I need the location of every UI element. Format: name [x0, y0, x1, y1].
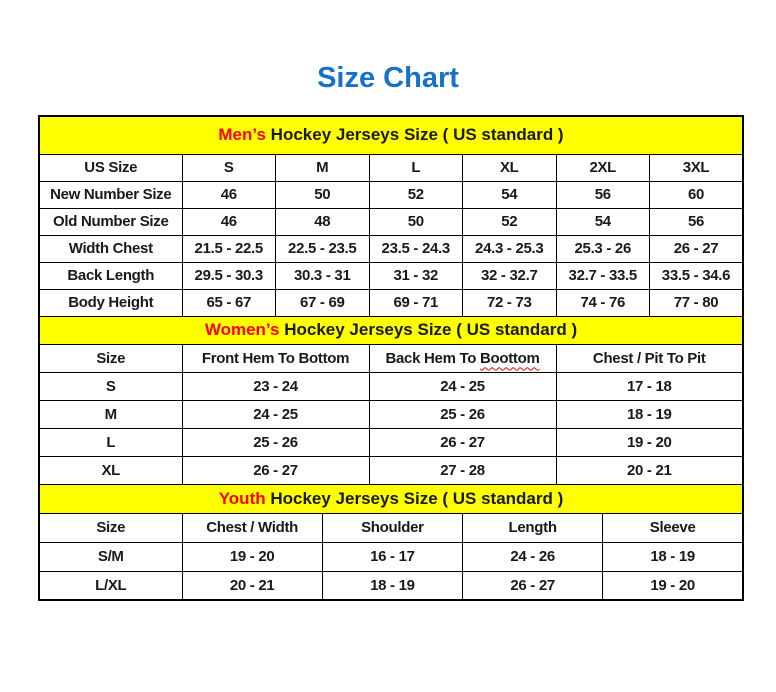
size-value-cell: 26 - 27 — [650, 235, 744, 262]
column-header-cell: M — [276, 154, 370, 181]
row-label-cell: M — [39, 400, 182, 428]
column-header-cell: Shoulder — [322, 513, 462, 542]
size-value-cell: 20 - 21 — [182, 571, 322, 600]
size-value-cell: 19 - 20 — [603, 571, 743, 600]
size-value-cell: 24.3 - 25.3 — [463, 235, 557, 262]
section-title-text: Hockey Jerseys Size ( US standard ) — [284, 320, 578, 339]
size-value-cell: 29.5 - 30.3 — [182, 262, 276, 289]
size-value-cell: 46 — [182, 181, 276, 208]
size-value-cell: 26 - 27 — [182, 456, 369, 484]
size-value-cell: 25.3 - 26 — [556, 235, 650, 262]
size-chart-body — [39, 116, 743, 600]
table-row — [39, 456, 743, 484]
size-value-cell: 60 — [650, 181, 744, 208]
column-header-cell: Size — [39, 344, 182, 372]
size-value-cell: 32 - 32.7 — [463, 262, 557, 289]
size-value-cell: 48 — [276, 208, 370, 235]
size-value-cell: 26 - 27 — [463, 571, 603, 600]
table-row — [39, 181, 743, 208]
section-title-highlight: Youth — [218, 488, 266, 508]
row-label-cell: L/XL — [39, 571, 182, 600]
size-value-cell: 22.5 - 23.5 — [276, 235, 370, 262]
row-label-cell: XL — [39, 456, 182, 484]
size-value-cell: 65 - 67 — [182, 289, 276, 316]
row-label-cell: L — [39, 428, 182, 456]
size-value-cell: 19 - 20 — [182, 542, 322, 571]
size-value-cell: 19 - 20 — [556, 428, 743, 456]
column-header-text: Back Hem To — [385, 349, 480, 367]
size-value-cell: 56 — [556, 181, 650, 208]
size-value-cell: 74 - 76 — [556, 289, 650, 316]
size-value-cell: 67 - 69 — [276, 289, 370, 316]
column-header-cell: 3XL — [650, 154, 744, 181]
size-value-cell: 46 — [182, 208, 276, 235]
size-value-cell: 50 — [369, 208, 463, 235]
size-value-cell: 26 - 27 — [369, 428, 556, 456]
section-title-highlight: Women’s — [204, 320, 280, 339]
page-title: Size Chart — [317, 62, 459, 94]
size-value-cell: 18 - 19 — [603, 542, 743, 571]
row-label-cell: S — [39, 372, 182, 400]
size-chart-page — [0, 62, 776, 601]
section-title-band — [39, 316, 743, 344]
section-title-text: Hockey Jerseys Size ( US standard ) — [270, 125, 564, 145]
section-band-row — [39, 116, 743, 154]
size-value-cell: 77 - 80 — [650, 289, 744, 316]
size-value-cell: 18 - 19 — [556, 400, 743, 428]
table-row — [39, 262, 743, 289]
section-title-text: Hockey Jerseys Size ( US standard ) — [270, 488, 564, 508]
column-header-cell: L — [369, 154, 463, 181]
column-header-cell: S — [182, 154, 276, 181]
size-value-cell: 32.7 - 33.5 — [556, 262, 650, 289]
column-header-cell: Sleeve — [603, 513, 743, 542]
size-value-cell: 24 - 25 — [369, 372, 556, 400]
row-label-cell: Body Height — [39, 289, 182, 316]
size-value-cell: 24 - 26 — [463, 542, 603, 571]
size-value-cell: 56 — [650, 208, 744, 235]
size-value-cell: 23.5 - 24.3 — [369, 235, 463, 262]
table-row — [39, 289, 743, 316]
table-row — [39, 542, 743, 571]
column-header-cell: Front Hem To Bottom — [182, 344, 369, 372]
table-row — [39, 235, 743, 262]
size-value-cell: 33.5 - 34.6 — [650, 262, 744, 289]
size-value-cell: 25 - 26 — [182, 428, 369, 456]
size-value-cell: 31 - 32 — [369, 262, 463, 289]
table-row — [39, 571, 743, 600]
column-header-cell: Chest / Pit To Pit — [556, 344, 743, 372]
size-value-cell: 18 - 19 — [322, 571, 462, 600]
size-value-cell: 69 - 71 — [369, 289, 463, 316]
section-title-band — [39, 484, 743, 513]
section-band-row — [39, 316, 743, 344]
column-header-cell: Chest / Width — [182, 513, 322, 542]
size-value-cell: 52 — [463, 208, 557, 235]
size-value-cell: 54 — [556, 208, 650, 235]
size-value-cell: 20 - 21 — [556, 456, 743, 484]
size-value-cell: 30.3 - 31 — [276, 262, 370, 289]
size-value-cell: 25 - 26 — [369, 400, 556, 428]
row-label-cell: S/M — [39, 542, 182, 571]
column-header-cell: XL — [463, 154, 557, 181]
table-row — [39, 372, 743, 400]
misspelled-word: Boottom — [479, 349, 540, 367]
section-title-highlight: Men’s — [218, 125, 266, 145]
column-header-row — [39, 344, 743, 372]
column-header-row — [39, 154, 743, 181]
size-value-cell: 27 - 28 — [369, 456, 556, 484]
table-row — [39, 400, 743, 428]
size-value-cell: 23 - 24 — [182, 372, 369, 400]
column-header-cell: US Size — [39, 154, 182, 181]
size-value-cell: 17 - 18 — [556, 372, 743, 400]
size-value-cell: 50 — [276, 181, 370, 208]
row-label-cell: Back Length — [39, 262, 182, 289]
row-label-cell: Width Chest — [39, 235, 182, 262]
size-value-cell: 72 - 73 — [463, 289, 557, 316]
size-chart-table — [38, 115, 744, 601]
section-title-band — [39, 116, 743, 154]
table-row — [39, 428, 743, 456]
column-header-cell: Length — [463, 513, 603, 542]
table-row — [39, 208, 743, 235]
column-header-cell — [369, 344, 556, 372]
section-band-row — [39, 484, 743, 513]
row-label-cell: New Number Size — [39, 181, 182, 208]
column-header-cell: Size — [39, 513, 182, 542]
size-value-cell: 54 — [463, 181, 557, 208]
size-value-cell: 21.5 - 22.5 — [182, 235, 276, 262]
row-label-cell: Old Number Size — [39, 208, 182, 235]
size-value-cell: 16 - 17 — [322, 542, 462, 571]
column-header-row — [39, 513, 743, 542]
size-value-cell: 24 - 25 — [182, 400, 369, 428]
column-header-cell: 2XL — [556, 154, 650, 181]
size-value-cell: 52 — [369, 181, 463, 208]
